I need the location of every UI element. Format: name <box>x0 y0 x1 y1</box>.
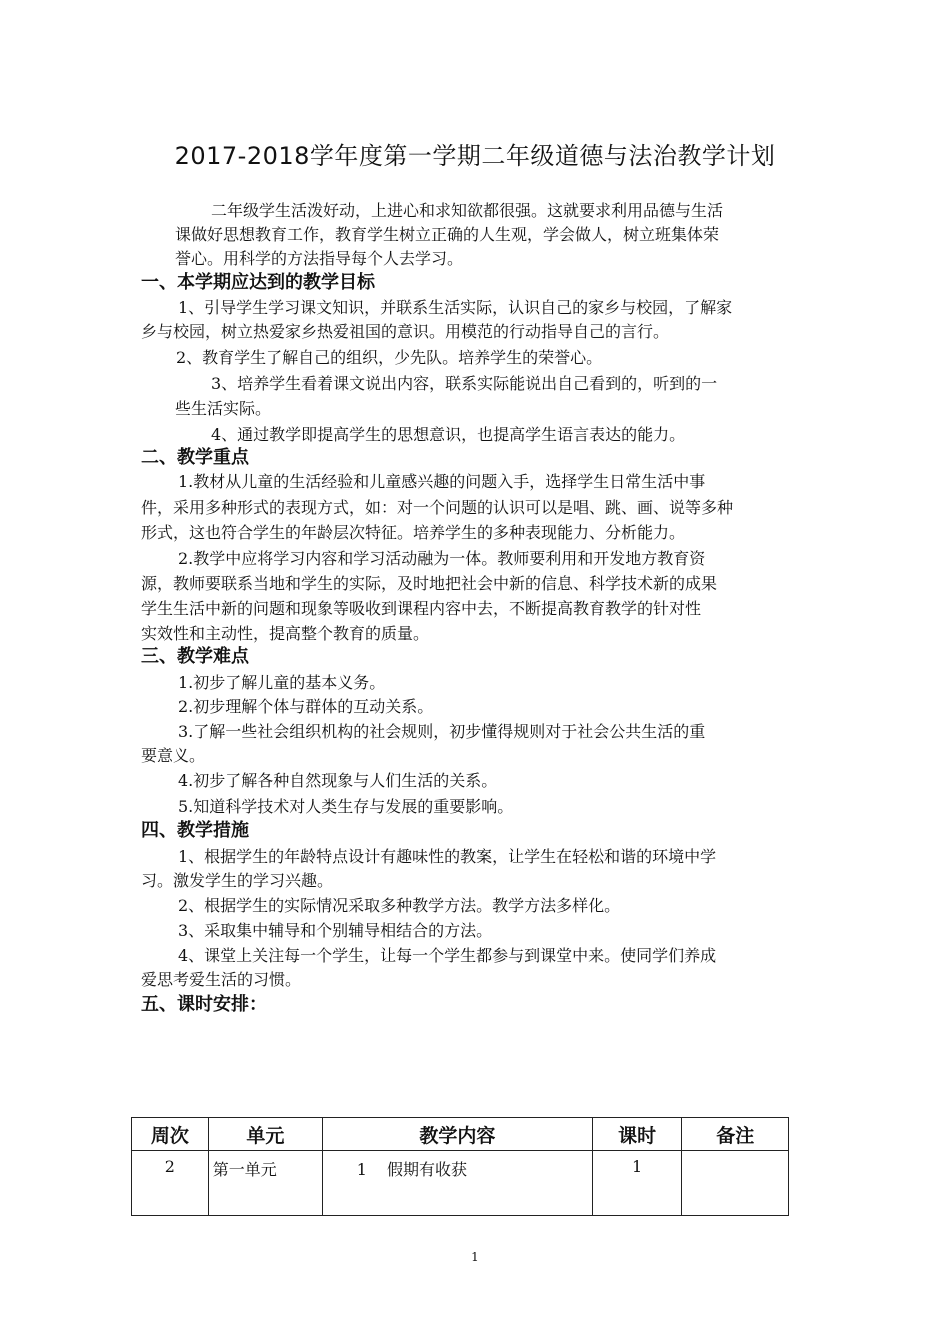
cell-unit: 第一单元 <box>208 1151 322 1216</box>
paragraph-line: 1、引导学生学习课文知识，并联系生活实际，认识自己的家乡与校园，了解家 <box>178 298 733 317</box>
paragraph-line: 4.初步了解各种自然现象与人们生活的关系。 <box>178 771 498 790</box>
paragraph-line: 爱思考爱生活的习惯。 <box>141 970 302 989</box>
column-header-week: 周次 <box>132 1118 209 1151</box>
paragraph-line: 形式，这也符合学生的年龄层次特征。培养学生的多种表现能力、分析能力。 <box>141 523 686 542</box>
section-heading-schedule: 五、课时安排： <box>141 994 267 1015</box>
section-heading-difficulties: 三、教学难点 <box>141 646 249 667</box>
cell-notes <box>682 1151 789 1216</box>
paragraph-line: 3、采取集中辅导和个别辅导相结合的方法。 <box>178 921 493 940</box>
paragraph-line: 1.教材从儿童的生活经验和儿童感兴趣的问题入手，选择学生日常生活中事 <box>178 472 706 491</box>
paragraph-line: 乡与校园，树立热爱家乡热爱祖国的意识。用模范的行动指导自己的言行。 <box>141 322 670 341</box>
column-header-unit: 单元 <box>208 1118 322 1151</box>
paragraph-line: 件，采用多种形式的表现方式，如：对一个问题的认识可以是唱、跳、画、说等多种 <box>141 498 734 517</box>
cell-content <box>322 1151 592 1216</box>
paragraph-line: 习。激发学生的学习兴趣。 <box>141 871 334 890</box>
lesson-number: 1 <box>356 1160 367 1179</box>
intro-line: 课做好思想教育工作，教育学生树立正确的人生观，学会做人，树立班集体荣 <box>175 225 720 244</box>
paragraph-line: 2、教育学生了解自己的组织，少先队。培养学生的荣誉心。 <box>176 348 603 367</box>
paragraph-line: 1、根据学生的年龄特点设计有趣味性的教案，让学生在轻松和谐的环境中学 <box>178 847 717 866</box>
document-title: 2017-2018学年度第一学期二年级道德与法治教学计划 <box>174 142 776 170</box>
intro-line: 誉心。用科学的方法指导每个人去学习。 <box>175 249 464 268</box>
section-heading-measures: 四、教学措施 <box>141 820 249 841</box>
paragraph-line: 4、通过教学即提高学生的思想意识，也提高学生语言表达的能力。 <box>211 425 686 444</box>
paragraph-line: 1.初步了解儿童的基本义务。 <box>178 673 386 692</box>
column-header-content: 教学内容 <box>322 1118 592 1151</box>
paragraph-line: 学生生活中新的问题和现象等吸收到课程内容中去，不断提高教育教学的针对性 <box>141 599 702 618</box>
lesson-title: 假期有收获 <box>386 1160 467 1179</box>
schedule-table <box>131 1117 789 1216</box>
paragraph-line: 些生活实际。 <box>175 399 272 418</box>
column-header-hours: 课时 <box>592 1118 682 1151</box>
column-header-notes: 备注 <box>682 1118 789 1151</box>
table-row <box>132 1151 789 1216</box>
paragraph-line: 2.教学中应将学习内容和学习活动融为一体。教师要利用和开发地方教育资 <box>178 549 706 568</box>
paragraph-line: 2.初步理解个体与群体的互动关系。 <box>178 697 434 716</box>
table-header-row <box>132 1118 789 1151</box>
paragraph-line: 3.了解一些社会组织机构的社会规则，初步懂得规则对于社会公共生活的重 <box>178 722 706 741</box>
section-heading-goals: 一、本学期应达到的教学目标 <box>141 272 375 293</box>
paragraph-line: 3、培养学生看着课文说出内容，联系实际能说出自己看到的，听到的一 <box>211 374 718 393</box>
paragraph-line: 2、根据学生的实际情况采取多种教学方法。教学方法多样化。 <box>178 896 621 915</box>
page-number: 1 <box>471 1250 479 1264</box>
paragraph-line: 源，教师要联系当地和学生的实际，及时地把社会中新的信息、科学技术新的成果 <box>141 574 718 593</box>
paragraph-line: 5.知道科学技术对人类生存与发展的重要影响。 <box>178 797 514 816</box>
paragraph-line: 实效性和主动性，提高整个教育的质量。 <box>141 624 430 643</box>
section-heading-key-points: 二、教学重点 <box>141 447 249 468</box>
cell-week: 2 <box>132 1151 209 1216</box>
paragraph-line: 要意义。 <box>141 746 206 765</box>
intro-line: 二年级学生活泼好动，上进心和求知欲都很强。这就要求利用品德与生活 <box>211 201 724 220</box>
paragraph-line: 4、课堂上关注每一个学生，让每一个学生都参与到课堂中来。使同学们养成 <box>178 946 717 965</box>
cell-hours: 1 <box>592 1151 682 1216</box>
